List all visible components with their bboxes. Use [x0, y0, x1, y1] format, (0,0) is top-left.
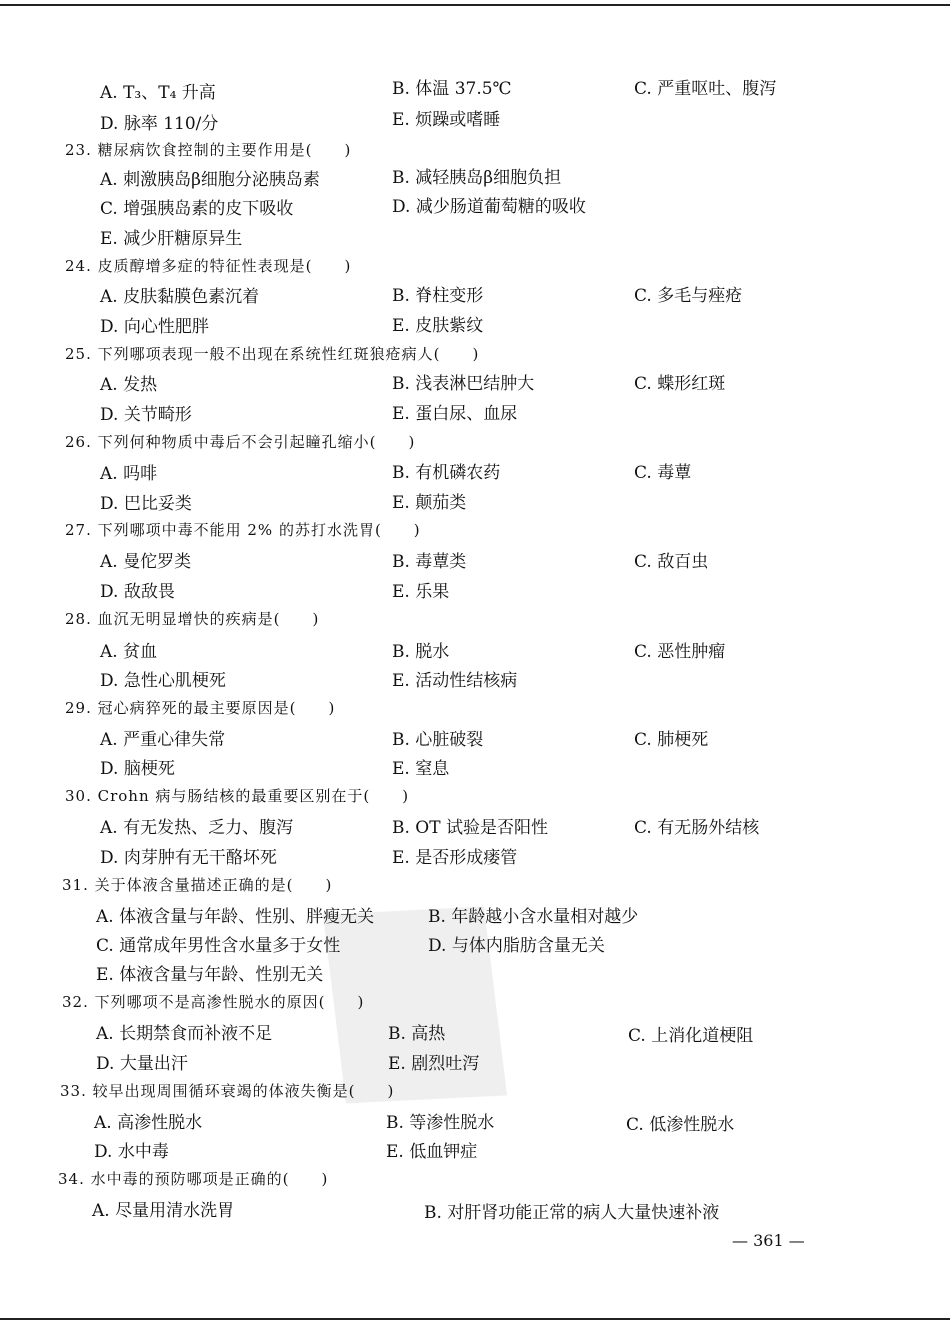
- question-23-option-e: E. 减少肝糖原异生: [100, 229, 243, 249]
- question-25-option-c: C. 蝶形红斑: [634, 374, 726, 394]
- option-d: D. 脉率 110/分: [100, 114, 219, 134]
- question-31-stem: 31. 关于体液含量描述正确的是( ): [62, 876, 333, 894]
- question-23-option-b: B. 减轻胰岛β细胞负担: [392, 168, 562, 188]
- question-31-option-d: D. 与体内脂肪含量无关: [428, 936, 605, 956]
- question-28-option-e: E. 活动性结核病: [392, 671, 518, 691]
- question-29-option-d: D. 脑梗死: [100, 759, 175, 779]
- question-32-option-d: D. 大量出汗: [96, 1054, 188, 1074]
- option-a: A. T₃、T₄ 升高: [100, 83, 216, 103]
- question-28-option-a: A. 贫血: [100, 642, 158, 662]
- question-32-option-e: E. 剧烈吐泻: [388, 1054, 480, 1074]
- question-33-option-e: E. 低血钾症: [386, 1142, 478, 1162]
- question-26-option-e: E. 颠茄类: [392, 493, 467, 513]
- question-29-option-c: C. 肺梗死: [634, 730, 709, 750]
- bottom-rule: [0, 1318, 950, 1320]
- question-32-option-c: C. 上消化道梗阻: [628, 1026, 754, 1046]
- question-32-option-b: B. 高热: [388, 1024, 446, 1044]
- question-29-option-a: A. 严重心律失常: [100, 730, 226, 750]
- option-c: C. 严重呕吐、腹泻: [634, 79, 777, 99]
- question-34-option-b: B. 对肝肾功能正常的病人大量快速补液: [424, 1203, 720, 1223]
- question-27-option-d: D. 敌敌畏: [100, 582, 175, 602]
- question-28-stem: 28. 血沉无明显增快的疾病是( ): [65, 610, 320, 628]
- question-24-option-a: A. 皮肤黏膜色素沉着: [100, 287, 260, 307]
- question-32-option-a: A. 长期禁食而补液不足: [96, 1024, 273, 1044]
- question-33-option-a: A. 高渗性脱水: [94, 1113, 203, 1133]
- question-34-stem: 34. 水中毒的预防哪项是正确的( ): [58, 1170, 329, 1188]
- question-23-stem: 23. 糖尿病饮食控制的主要作用是( ): [65, 141, 352, 159]
- question-28-option-d: D. 急性心肌梗死: [100, 671, 226, 691]
- question-23-option-d: D. 减少肠道葡萄糖的吸收: [392, 197, 586, 217]
- question-24-option-b: B. 脊柱变形: [392, 286, 484, 306]
- question-23-option-c: C. 增强胰岛素的皮下吸收: [100, 199, 294, 219]
- question-28-option-c: C. 恶性肿瘤: [634, 642, 726, 662]
- question-26-stem: 26. 下列何种物质中毒后不会引起瞳孔缩小( ): [65, 433, 416, 451]
- question-27-stem: 27. 下列哪项中毒不能用 2% 的苏打水洗胃( ): [65, 521, 421, 539]
- question-34-option-a: A. 尽量用清水洗胃: [92, 1201, 235, 1221]
- question-29-option-b: B. 心脏破裂: [392, 730, 484, 750]
- question-26-option-a: A. 吗啡: [100, 464, 158, 484]
- question-31-option-b: B. 年龄越小含水量相对越少: [428, 907, 639, 927]
- question-25-option-b: B. 浅表淋巴结肿大: [392, 374, 535, 394]
- question-30-option-e: E. 是否形成瘘管: [392, 848, 518, 868]
- question-25-stem: 25. 下列哪项表现一般不出现在系统性红斑狼疮病人( ): [65, 345, 480, 363]
- question-27-option-c: C. 敌百虫: [634, 552, 709, 572]
- question-27-option-b: B. 毒蕈类: [392, 552, 467, 572]
- question-33-option-b: B. 等渗性脱水: [386, 1113, 495, 1133]
- question-27-option-a: A. 曼佗罗类: [100, 552, 192, 572]
- question-26-option-c: C. 毒蕈: [634, 463, 692, 483]
- question-33-option-c: C. 低渗性脱水: [626, 1115, 735, 1135]
- question-29-stem: 29. 冠心病猝死的最主要原因是( ): [65, 699, 336, 717]
- question-30-option-c: C. 有无肠外结核: [634, 818, 760, 838]
- question-30-option-d: D. 肉芽肿有无干酪坏死: [100, 848, 277, 868]
- question-32-stem: 32. 下列哪项不是高渗性脱水的原因( ): [62, 993, 365, 1011]
- page-number: — 361 —: [732, 1231, 805, 1250]
- question-30-option-b: B. OT 试验是否阳性: [392, 818, 548, 838]
- question-30-option-a: A. 有无发热、乏力、腹泻: [100, 818, 294, 838]
- question-30-stem: 30. Crohn 病与肠结核的最重要区别在于( ): [65, 787, 410, 805]
- question-27-option-e: E. 乐果: [392, 582, 450, 602]
- question-33-option-d: D. 水中毒: [94, 1142, 169, 1162]
- option-b: B. 体温 37.5℃: [392, 79, 512, 99]
- question-25-option-e: E. 蛋白尿、血尿: [392, 404, 518, 424]
- question-24-stem: 24. 皮质醇增多症的特征性表现是( ): [65, 257, 352, 275]
- question-26-option-d: D. 巴比妥类: [100, 494, 192, 514]
- question-31-option-c: C. 通常成年男性含水量多于女性: [96, 936, 341, 956]
- question-25-option-d: D. 关节畸形: [100, 405, 192, 425]
- option-e: E. 烦躁或嗜睡: [392, 110, 501, 130]
- question-31-option-e: E. 体液含量与年龄、性别无关: [96, 965, 324, 985]
- question-33-stem: 33. 较早出现周围循环衰竭的体液失衡是( ): [60, 1082, 395, 1100]
- question-24-option-e: E. 皮肤紫纹: [392, 316, 484, 336]
- question-28-option-b: B. 脱水: [392, 642, 450, 662]
- question-24-option-c: C. 多毛与痤疮: [634, 286, 743, 306]
- question-31-option-a: A. 体液含量与年龄、性别、胖瘦无关: [96, 907, 375, 927]
- question-26-option-b: B. 有机磷农药: [392, 463, 501, 483]
- question-29-option-e: E. 窒息: [392, 759, 450, 779]
- question-24-option-d: D. 向心性肥胖: [100, 317, 209, 337]
- question-25-option-a: A. 发热: [100, 375, 158, 395]
- question-23-option-a: A. 刺激胰岛β细胞分泌胰岛素: [100, 170, 320, 190]
